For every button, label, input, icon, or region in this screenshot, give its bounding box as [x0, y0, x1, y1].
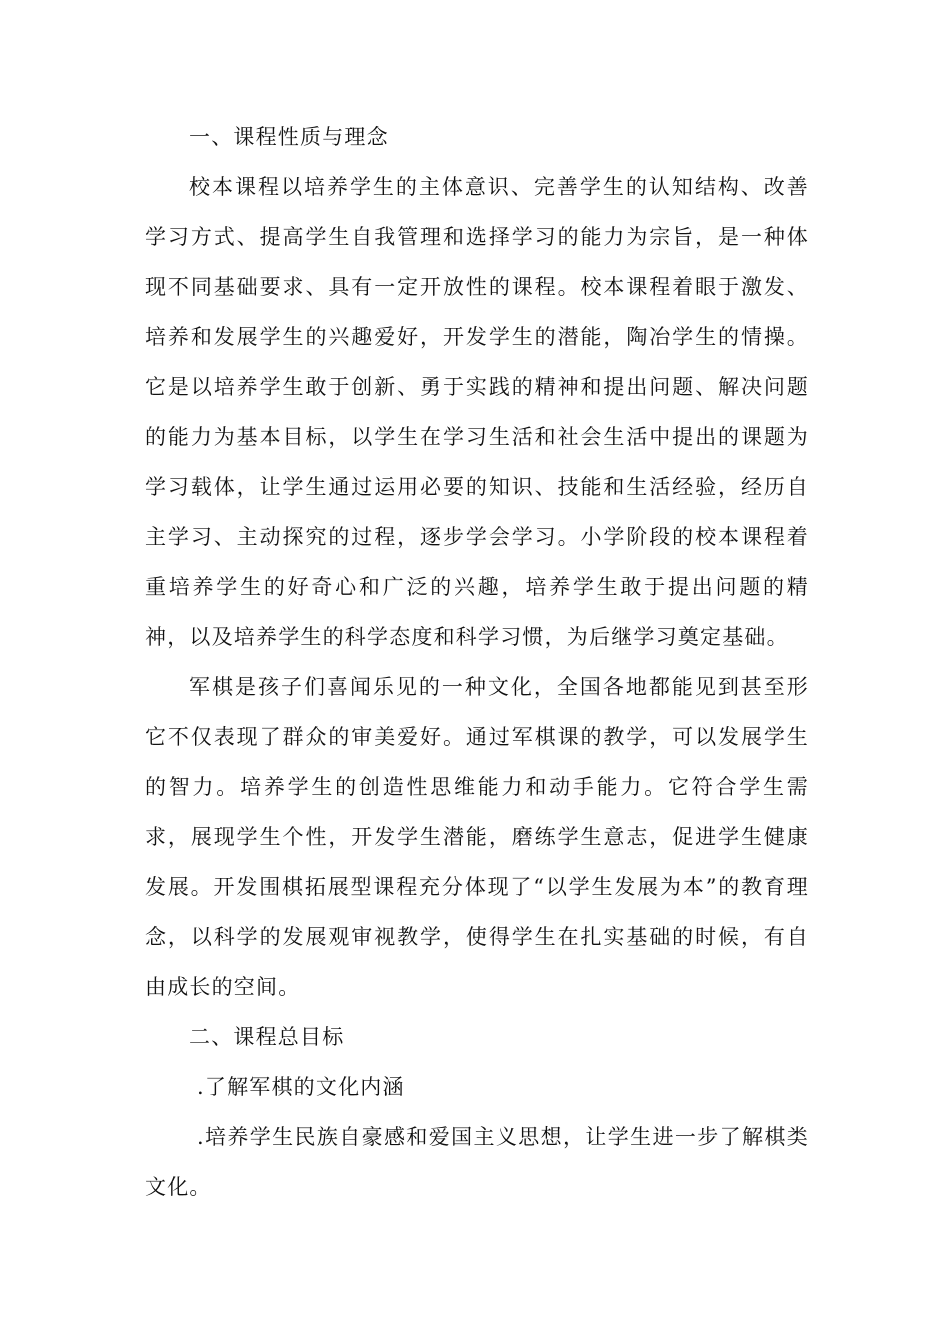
section-heading-2: 二、课程总目标 — [189, 1025, 345, 1049]
list-item: .培养学生民族自豪感和爱国主义思想，让学生进一步了解棋类文化。 — [145, 1125, 809, 1199]
paragraph-2: 军棋是孩子们喜闻乐见的一种文化，全国各地都能见到甚至形它不仅表现了群众的审美爱好。通过军棋课的教学，可以发展学生的智力。培养学生的创造性思维能力和动手能力。它符合学生需求，展现学生个性，开发学生潜能，磨练学生意志，促进学生健康发展。开发围棋拓展型课程充分体现了“以学生发展为本”的教育理念，以科学的发展观审视教学，使得学生在扎实基础的时候，有自由成长的空间。 — [145, 675, 809, 999]
document-body — [145, 112, 809, 1212]
paragraph-1: 校本课程以培养学生的主体意识、完善学生的认知结构、改善学习方式、提高学生自我管理和选择学习的能力为宗旨，是一种体现不同基础要求、具有一定开放性的课程。校本课程着眼于激发、培养和发展学生的兴趣爱好，开发学生的潜能，陶冶学生的情操。它是以培养学生敢于创新、勇于实践的精神和提出问题、解决问题的能力为基本目标，以学生在学习生活和社会生活中提出的课题为学习载体，让学生通过运用必要的知识、技能和生活经验，经历自主学习、主动探究的过程，逐步学会学习。小学阶段的校本课程着重培养学生的好奇心和广泛的兴趣，培养学生敢于提出问题的精神，以及培养学生的科学态度和科学习惯，为后继学习奠定基础。 — [145, 175, 809, 649]
list-item: .了解军棋的文化内涵 — [197, 1075, 405, 1099]
section-heading-1: 一、课程性质与理念 — [189, 125, 389, 149]
